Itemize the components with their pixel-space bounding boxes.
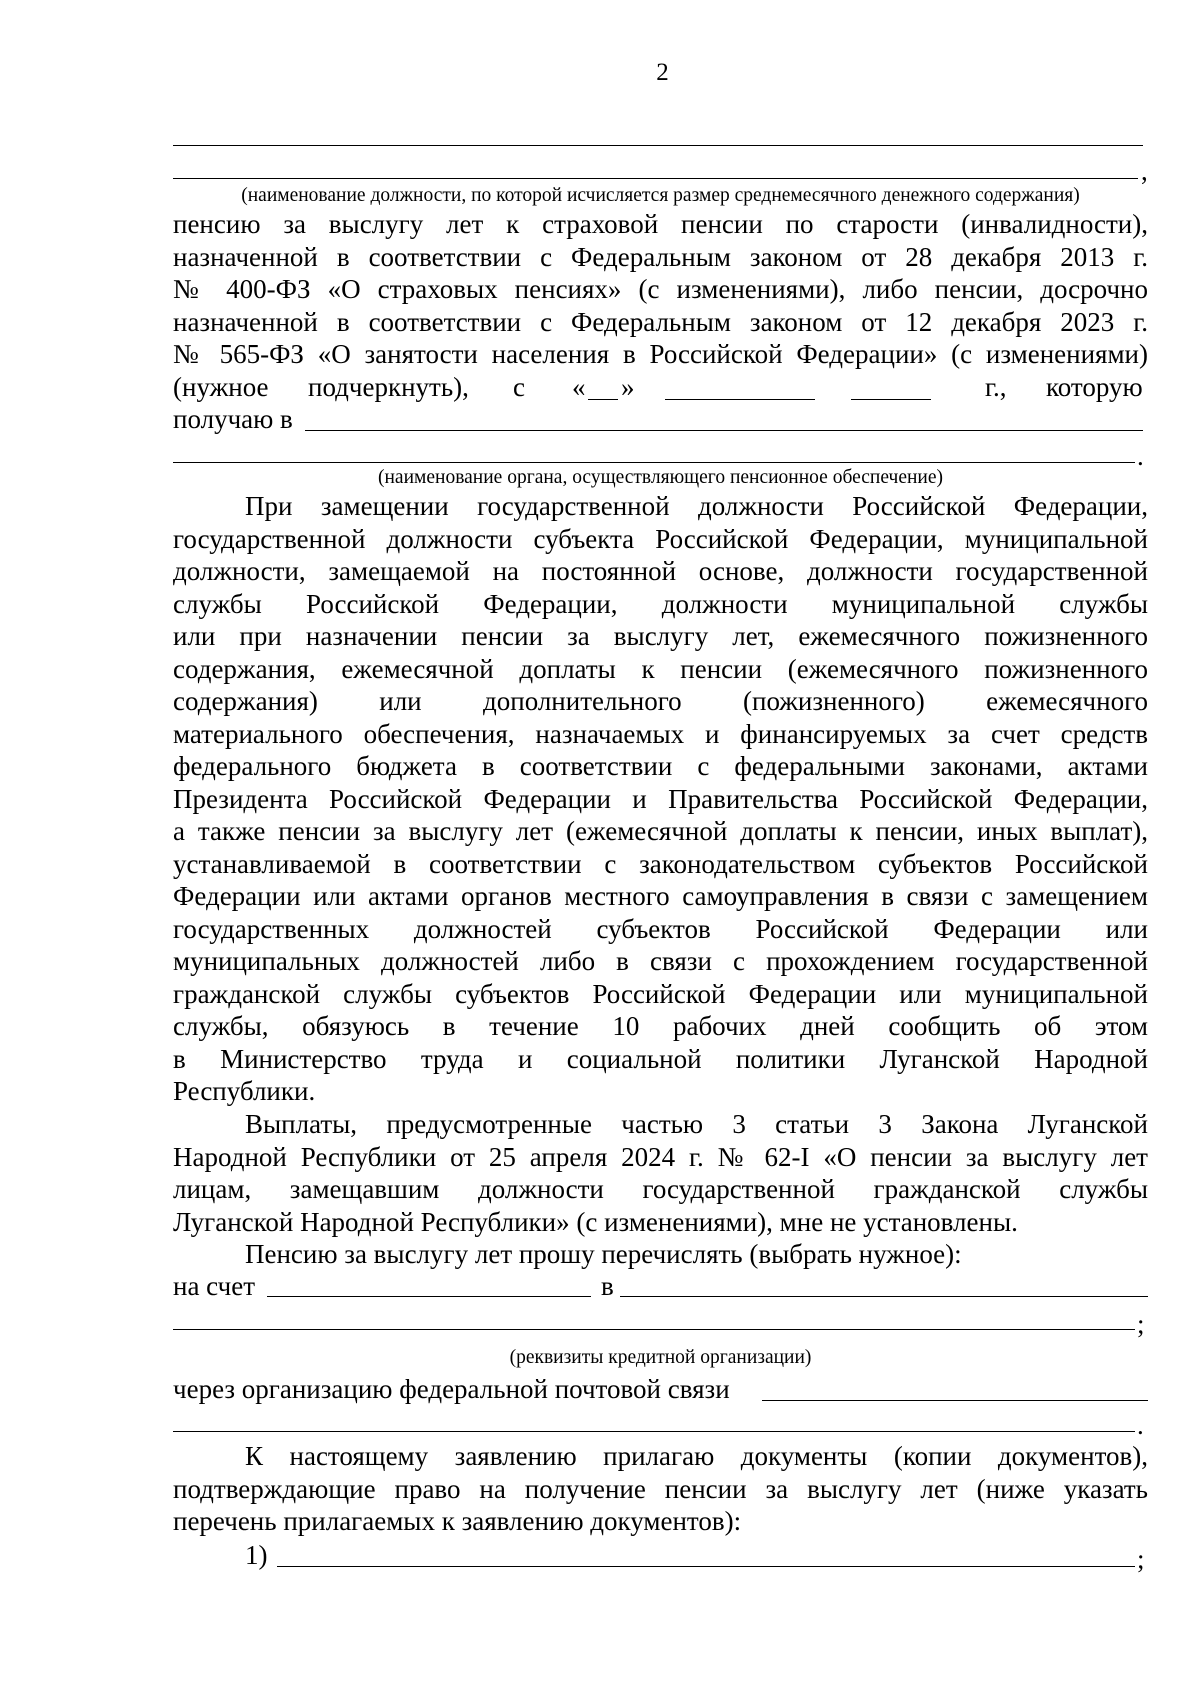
account-label: на счет (173, 1271, 255, 1301)
caption-organ: (наименование органа, осуществляющего пенсионное обеспечение) (378, 467, 943, 488)
account-number-field[interactable] (267, 1296, 591, 1297)
list-item-number: 1) (245, 1540, 268, 1570)
caption-bank: (реквизиты кредитной организации) (509, 1347, 812, 1368)
post-office-line-2[interactable] (173, 1431, 1135, 1432)
replacement-text-line: должности, замещаемой на постоянной основе, должности государственной (173, 556, 1148, 586)
paragraph-documents (173, 1440, 1148, 1538)
post-period: . (1137, 1410, 1144, 1440)
pension-text-line: № 400-ФЗ «О страховых пенсиях» (с изменениями), либо пенсии, досрочно (173, 274, 1148, 304)
replacement-text-line: гражданской службы субъектов Российской Федерации или муниципальной (173, 978, 1148, 1009)
replacement-text-line: Президента Российской Федерации и Правительства Российской Федерации, (173, 783, 1148, 814)
replacement-text-line: материального обеспечения, назначаемых и финансируемых за счет средств (173, 718, 1148, 749)
replacement-text-line: муниципальных должностей либо в связи с прохождением государственной (173, 946, 1148, 976)
replacement-text-line: службы, обязуюсь в течение 10 рабочих дней сообщить об этом (173, 1011, 1148, 1041)
replacement-text-line: устанавливаемой в соответствии с законодательством субъектов Российской (173, 848, 1148, 879)
paragraph-pension (173, 208, 1148, 371)
replacement-text-line: Федерации или актами органов местного самоуправления в связи с замещением (173, 881, 1148, 911)
replacement-text-line: Республики. (173, 1076, 316, 1106)
replacement-text-line: а также пенсии за выслугу лет (ежемесячной доплаты к пенсии, иных выплат), (173, 816, 1148, 846)
date-row-word-3: с (513, 372, 525, 402)
paragraph-payments (173, 1108, 1148, 1238)
receive-organ-line-1[interactable] (305, 430, 1143, 431)
open-quote: « (572, 372, 586, 402)
receive-label: получаю в (173, 404, 293, 434)
date-row-word-2: подчеркнуть), (308, 372, 469, 402)
pension-text-line: пенсию за выслугу лет к страховой пенсии по старости (инвалидности), (173, 209, 1148, 239)
close-quote: » (621, 372, 635, 402)
payments-text-line: Выплаты, предусмотренные частью 3 статьи 3 Закона Луганской (245, 1109, 1148, 1139)
month-field[interactable] (665, 379, 815, 400)
year-field[interactable] (851, 379, 931, 400)
bank-details-line[interactable] (173, 1329, 1135, 1330)
documents-text-line: К настоящему заявлению прилагаю документы (копии документов), (245, 1441, 1148, 1471)
position-field-line-1[interactable] (173, 145, 1143, 146)
bank-in-label: в (601, 1271, 614, 1301)
post-office-field[interactable] (762, 1400, 1148, 1401)
receive-organ-line-2[interactable] (173, 462, 1135, 463)
replacement-text-line: или при назначении пенсии за выслугу лет, ежемесячного пожизненного (173, 621, 1148, 651)
paragraph-replacement (173, 490, 1148, 1108)
position-comma: , (1141, 156, 1148, 186)
pension-text-line: № 565-ФЗ «О занятости населения в Российской Федерации» (с изменениями) (173, 339, 1148, 369)
date-row-word-4: которую (1046, 372, 1143, 402)
pension-text-line: назначенной в соответствии с Федеральным законом от 28 декабря 2013 г. (173, 241, 1148, 272)
replacement-text-line: государственных должностей субъектов Российской Федерации или (173, 913, 1148, 944)
list-semicolon: ; (1137, 1544, 1145, 1574)
replacement-text-line: федерального бюджета в соответствии с федеральными законами, актами (173, 751, 1148, 781)
replacement-text-line: государственной должности субъекта Российской Федерации, муниципальной (173, 523, 1148, 554)
post-label: через организацию федеральной почтовой связи (173, 1374, 730, 1404)
transfer-heading-row (245, 1238, 1200, 1271)
document-1-field[interactable] (277, 1566, 1135, 1567)
pension-text-line: назначенной в соответствии с Федеральным законом от 12 декабря 2023 г. (173, 306, 1148, 337)
documents-text-line: подтверждающие право на получение пенсии за выслугу лет (ниже указать (173, 1473, 1148, 1504)
date-row-word-1: (нужное (173, 372, 269, 402)
replacement-text-line: службы Российской Федерации, должности муниципальной службы (173, 588, 1148, 619)
replacement-text-line: содержания) или дополнительного (пожизненного) ежемесячного (173, 686, 1148, 716)
replacement-text-line: в Министерство труда и социальной политики Луганской Народной (173, 1043, 1148, 1074)
bank-semicolon: ; (1137, 1309, 1145, 1339)
payments-text-line: Народной Республики от 25 апреля 2024 г. № 62-I «О пенсии за выслугу лет (173, 1141, 1148, 1172)
organ-period: . (1137, 441, 1144, 471)
day-field[interactable] (588, 379, 618, 400)
bank-name-field[interactable] (620, 1296, 1148, 1297)
transfer-heading: Пенсию за выслугу лет прошу перечислять (выбрать нужное): (245, 1239, 962, 1269)
replacement-text-line: При замещении государственной должности Российской Федерации, (245, 491, 1148, 521)
position-field-line-2[interactable] (173, 178, 1138, 179)
replacement-text-line: содержания, ежемесячной доплаты к пенсии (ежемесячного пожизненного (173, 653, 1148, 684)
caption-position: (наименование должности, по которой исчисляется размер среднемесячного денежного содержания) (241, 185, 1080, 206)
page-number: 2 (656, 59, 669, 86)
documents-text-line: перечень прилагаемых к заявлению документов): (173, 1506, 742, 1536)
payments-text-line: лицам, замещавшим должности государственной гражданской службы (173, 1174, 1148, 1204)
payments-text-line: Луганской Народной Республики» (с изменениями), мне не установлены. (173, 1206, 1018, 1237)
year-suffix: г., (985, 372, 1007, 402)
